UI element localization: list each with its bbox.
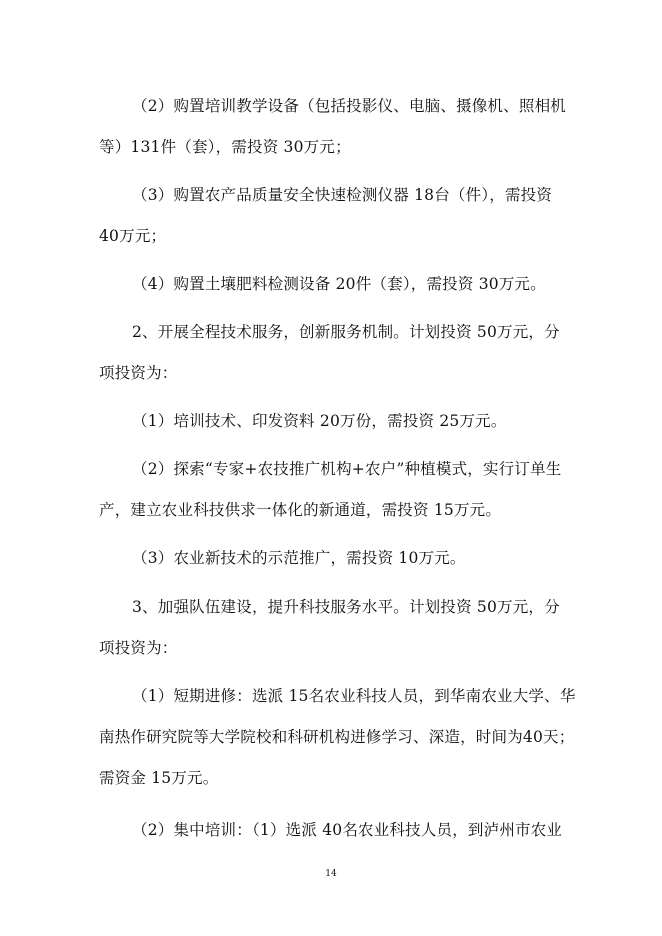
paragraph-line: （3）农业新技术的示范推广，需投资 10万元。 [132, 549, 466, 567]
paragraph-line: （1）短期进修：选派 15名农业科技人员，到华南农业大学、华 [132, 687, 576, 705]
section-heading-line: 3、加强队伍建设，提升科技服务水平。计划投资 50万元，分 [132, 598, 560, 616]
paragraph-line: 40万元； [99, 227, 167, 245]
paragraph-line: 南热作研究院等大学院校和科研机构进修学习、深造，时间为40天； [99, 728, 575, 746]
paragraph-line: 等）131件（套），需投资 30万元； [99, 138, 351, 156]
paragraph-line: 项投资为： [99, 639, 178, 657]
paragraph-line: 需资金 15万元。 [99, 769, 219, 787]
paragraph-line: （1）培训技术、印发资料 20万份，需投资 25万元。 [132, 412, 507, 430]
page-number: 14 [325, 869, 337, 879]
section-heading-line: 2、开展全程技术服务，创新服务机制。计划投资 50万元，分 [132, 323, 560, 341]
paragraph-line: 项投资为： [99, 364, 178, 382]
paragraph-line: （2）集中培训：（1）选派 40名农业科技人员，到泸州市农业 [132, 821, 563, 839]
paragraph-line: 产，建立农业科技供求一体化的新通道，需投资 15万元。 [99, 501, 502, 519]
paragraph-line: （4）购置土壤肥料检测设备 20件（套），需投资 30万元。 [132, 275, 546, 293]
paragraph-line: （3）购置农产品质量安全快速检测仪器 18台（件），需投资 [132, 186, 553, 204]
paragraph-line: （2）购置培训教学设备（包括投影仪、电脑、摄像机、照相机 [132, 97, 566, 115]
paragraph-line: （2）探索“专家+农技推广机构+农户”种植模式，实行订单生 [132, 460, 562, 478]
